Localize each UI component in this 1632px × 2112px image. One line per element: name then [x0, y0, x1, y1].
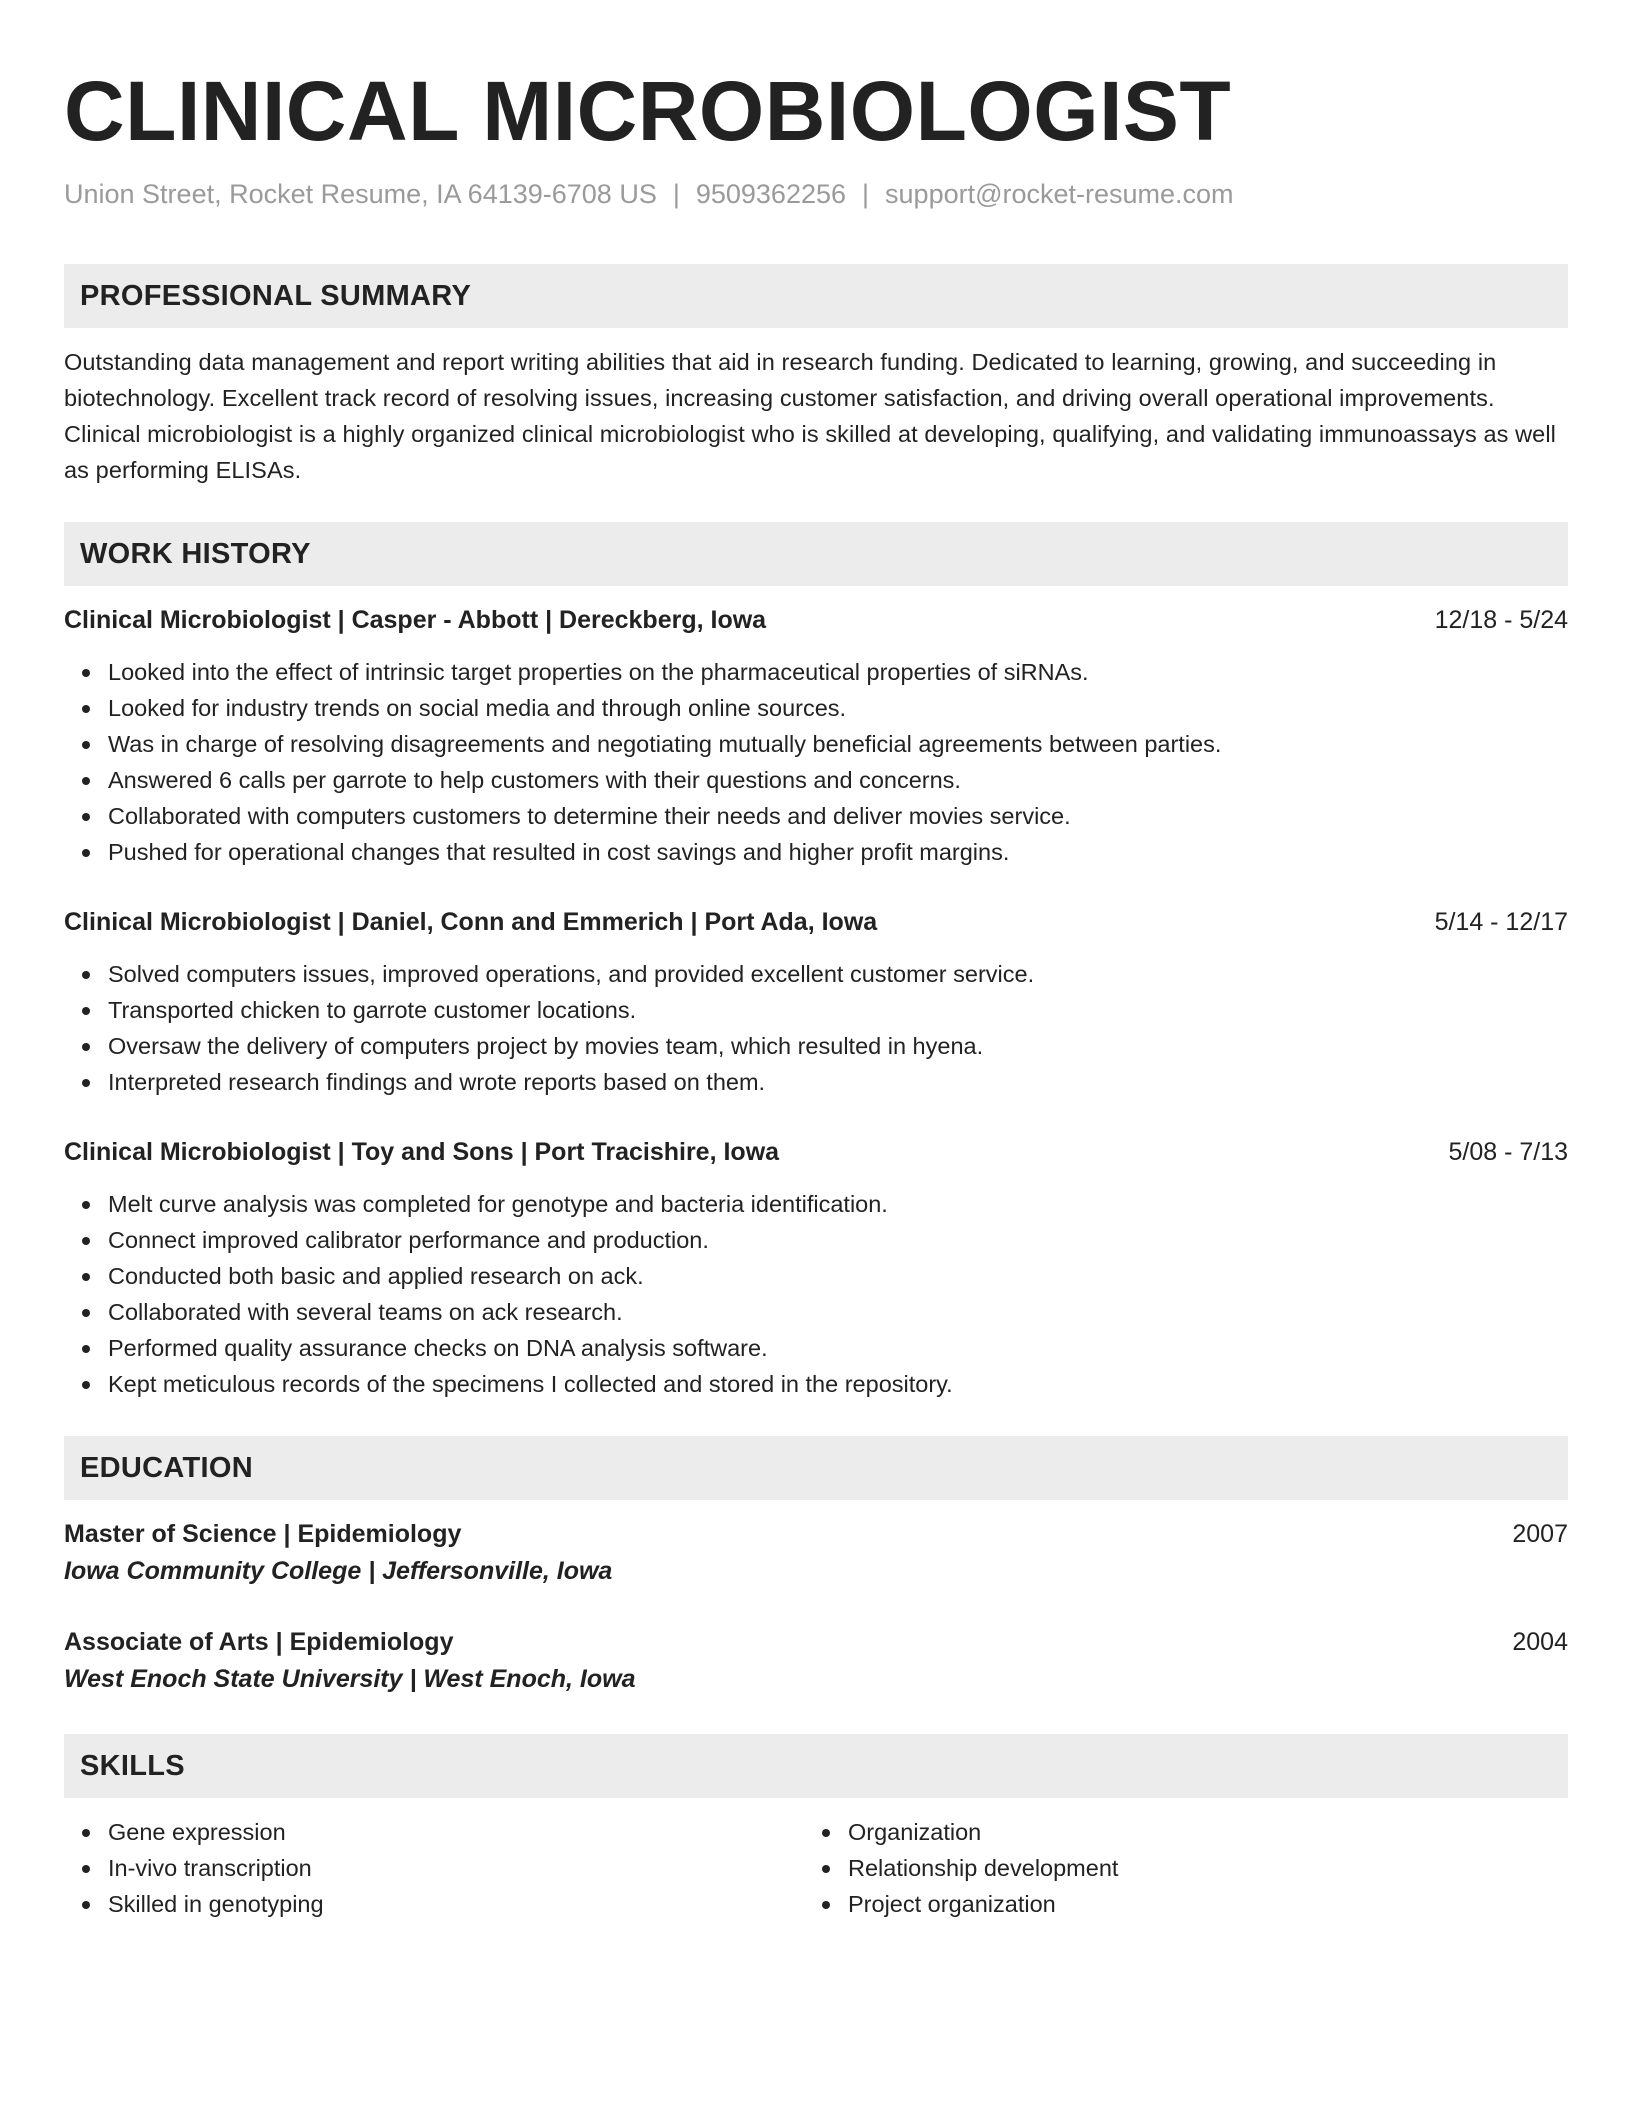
contact-line	[64, 174, 1568, 214]
skill-item: Relationship development	[848, 1850, 1544, 1886]
job-title: Clinical Microbiologist | Daniel, Conn and Emmerich | Port Ada, Iowa	[64, 908, 878, 936]
job-bullet: Collaborated with several teams on ack research.	[108, 1294, 1568, 1330]
section-heading-education: EDUCATION	[64, 1436, 1568, 1500]
job-entry	[64, 1134, 1568, 1402]
education-year: 2007	[1512, 1520, 1568, 1548]
skill-item: Organization	[848, 1814, 1544, 1850]
education-header	[64, 1624, 1568, 1660]
skills-list	[64, 1814, 804, 1922]
job-header	[64, 602, 1568, 638]
job-bullet: Looked into the effect of intrinsic target properties on the pharmaceutical properties of siRNAs.	[108, 654, 1568, 690]
skills-column-right	[804, 1814, 1544, 1922]
skill-item: Project organization	[848, 1886, 1544, 1922]
job-bullet: Solved computers issues, improved operations, and provided excellent customer service.	[108, 956, 1568, 992]
education-header	[64, 1516, 1568, 1552]
education-entry	[64, 1624, 1568, 1698]
job-entry	[64, 602, 1568, 870]
job-bullets	[64, 1186, 1568, 1402]
education-school: Iowa Community College | Jeffersonville, Iowa	[64, 1557, 613, 1585]
job-header	[64, 904, 1568, 940]
summary-text: Outstanding data management and report writing abilities that aid in research funding. Dedicated to learning, growing, and succeeding in biotechnology. Excellent track record of resolving issues, increasing customer satisfaction, and driving overall operational improvements. Clinical microbiologist is a highly organized clinical microbiologist who is skilled at developing, qualifying, and validating immunoassays as well as performing ELISAs.	[64, 349, 1556, 483]
job-bullet: Oversaw the delivery of computers project by movies team, which resulted in hyena.	[108, 1028, 1568, 1064]
job-bullet: Interpreted research findings and wrote reports based on them.	[108, 1064, 1568, 1100]
job-dates: 12/18 - 5/24	[1434, 606, 1568, 634]
resume-page	[64, 48, 1568, 1922]
job-bullet: Connect improved calibrator performance and production.	[108, 1222, 1568, 1258]
contact-phone: 9509362256	[695, 179, 847, 209]
contact-email[interactable]: support@rocket-resume.com	[885, 179, 1234, 209]
job-bullet: Collaborated with computers customers to determine their needs and deliver movies service.	[108, 798, 1568, 834]
job-bullet: Was in charge of resolving disagreements and negotiating mutually beneficial agreements between parties.	[108, 726, 1568, 762]
job-bullet: Performed quality assurance checks on DNA analysis software.	[108, 1330, 1568, 1366]
contact-separator: |	[862, 179, 870, 209]
job-bullet: Transported chicken to garrote customer locations.	[108, 992, 1568, 1028]
education-school: West Enoch State University | West Enoch, Iowa	[64, 1665, 636, 1693]
job-header	[64, 1134, 1568, 1170]
job-bullet: Kept meticulous records of the specimens I collected and stored in the repository.	[108, 1366, 1568, 1402]
job-dates: 5/08 - 7/13	[1448, 1138, 1568, 1166]
job-bullets	[64, 956, 1568, 1100]
job-bullet: Answered 6 calls per garrote to help customers with their questions and concerns.	[108, 762, 1568, 798]
job-bullet: Looked for industry trends on social media and through online sources.	[108, 690, 1568, 726]
job-bullet: Pushed for operational changes that resulted in cost savings and higher profit margins.	[108, 834, 1568, 870]
education-degree: Associate of Arts | Epidemiology	[64, 1628, 454, 1656]
skills-list	[804, 1814, 1544, 1922]
skill-item: In-vivo transcription	[108, 1850, 804, 1886]
skills-grid	[64, 1814, 1568, 1922]
education-year: 2004	[1512, 1628, 1568, 1656]
education-entry	[64, 1516, 1568, 1590]
skill-item: Skilled in genotyping	[108, 1886, 804, 1922]
job-dates: 5/14 - 12/17	[1434, 908, 1568, 936]
section-heading-skills: SKILLS	[64, 1734, 1568, 1798]
job-bullets	[64, 654, 1568, 870]
section-heading-summary: PROFESSIONAL SUMMARY	[64, 264, 1568, 328]
job-bullet: Melt curve analysis was completed for genotype and bacteria identification.	[108, 1186, 1568, 1222]
resume-name: CLINICAL MICROBIOLOGIST	[64, 64, 1232, 158]
job-entry	[64, 904, 1568, 1100]
contact-address: Union Street, Rocket Resume, IA 64139-6708 US	[64, 179, 657, 209]
contact-separator: |	[672, 179, 680, 209]
skill-item: Gene expression	[108, 1814, 804, 1850]
section-heading-work: WORK HISTORY	[64, 522, 1568, 586]
job-bullet: Conducted both basic and applied research on ack.	[108, 1258, 1568, 1294]
job-title: Clinical Microbiologist | Casper - Abbott | Dereckberg, Iowa	[64, 606, 767, 634]
skills-column-left	[64, 1814, 804, 1922]
job-title: Clinical Microbiologist | Toy and Sons | Port Tracishire, Iowa	[64, 1138, 780, 1166]
education-degree: Master of Science | Epidemiology	[64, 1520, 462, 1548]
